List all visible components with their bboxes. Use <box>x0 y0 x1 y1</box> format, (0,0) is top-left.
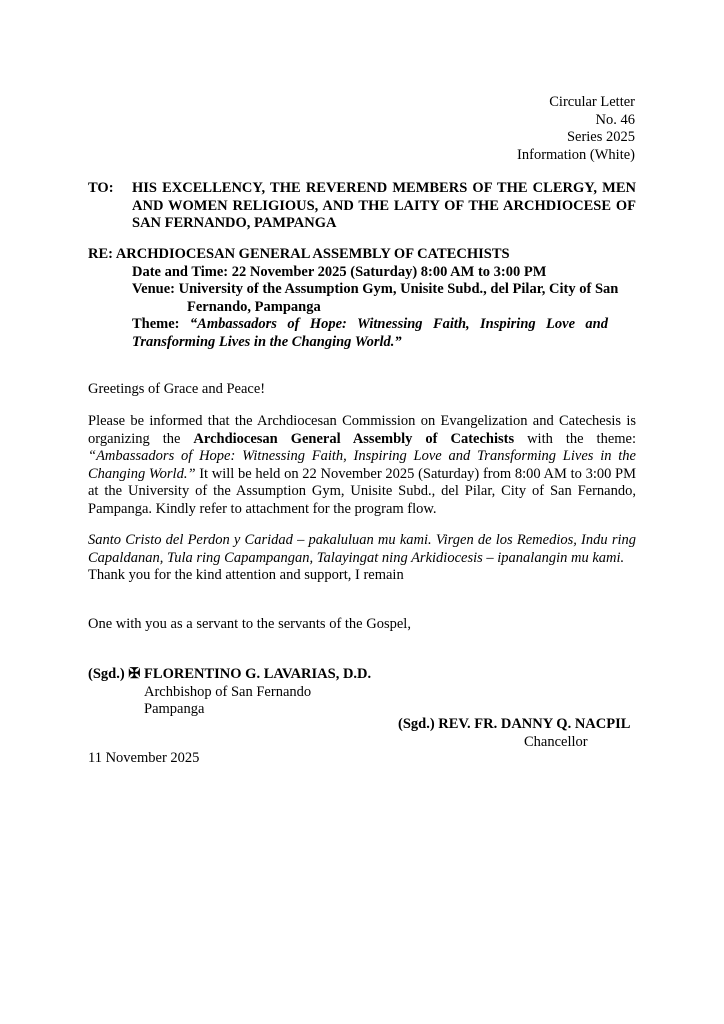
chancellor-title: Chancellor <box>524 733 588 750</box>
to-label: TO: <box>88 180 114 196</box>
archbishop-title: Archbishop of San Fernando <box>144 683 312 700</box>
event-theme <box>88 316 608 351</box>
header-circular-letter: Circular Letter <box>549 94 635 110</box>
closing-line: One with you as a servant to the servants of the Gospel, <box>88 616 411 632</box>
p1-text-a: Please be informed that the Archdiocesan Commission on Evangelization and Catechesis is organizing the <box>88 413 636 447</box>
p1-theme: “Ambassadors of Hope: Witnessing Faith, Inspiring Love and Transforming Lives in the Changing World.” <box>88 448 636 482</box>
archbishop-name: (Sgd.) ✠ FLORENTINO G. LAVARIAS, D.D. <box>88 666 372 682</box>
p1-text-b: with the theme: <box>514 430 636 447</box>
greeting: Greetings of Grace and Peace! <box>88 381 266 397</box>
body-paragraph-2 <box>88 532 636 585</box>
event-venue-line1: Venue: University of the Assumption Gym, Unisite Subd., del Pilar, City of San <box>132 281 619 297</box>
signatory-archbishop <box>88 666 371 719</box>
header-number: No. 46 <box>595 111 635 128</box>
p2-prayer: Santo Cristo del Perdon y Caridad – pakaluluan mu kami. Virgen de los Remedios, Indu ring Capaldanan, Tula ring Capampangan, Talayingat ning Arkidiocesis – ipanalangin mu kami. <box>88 532 636 566</box>
p1-event-name: Archdiocesan General Assembly of Catechists <box>193 430 515 447</box>
event-venue-line2: Fernando, Pampanga <box>187 298 321 315</box>
re-subject: ARCHDIOCESAN GENERAL ASSEMBLY OF CATECHISTS <box>115 246 510 262</box>
letter-date: 11 November 2025 <box>88 750 200 766</box>
p1-text-c: It will be held on 22 November 2025 (Saturday) from 8:00 AM to 3:00 PM at the University of the Assumption Gym, Unisite Subd., del Pilar, City of San Fernando, Pampanga. Kindly refer to attachment for the program flow. <box>88 465 636 517</box>
p2-thanks: Thank you for the kind attention and support, I remain <box>88 567 404 583</box>
letter-header <box>517 94 635 164</box>
signatory-chancellor <box>398 716 630 751</box>
re-block <box>88 246 636 351</box>
to-block <box>88 180 636 233</box>
body-paragraph-1 <box>88 413 636 518</box>
re-subject-line <box>88 246 636 264</box>
to-recipients: HIS EXCELLENCY, THE REVEREND MEMBERS OF THE CLERGY, MEN AND WOMEN RELIGIOUS, AND THE LAITY OF THE ARCHDIOCESE OF SAN FERNANDO, PAMPANGA <box>132 180 636 231</box>
header-series: Series 2025 <box>566 129 635 145</box>
chancellor-name: (Sgd.) REV. FR. DANNY Q. NACPIL <box>398 716 631 732</box>
event-date-time: Date and Time: 22 November 2025 (Saturday) 8:00 AM to 3:00 PM <box>132 263 547 280</box>
header-information: Information (White) <box>517 146 635 163</box>
re-label: RE: <box>88 246 113 262</box>
archbishop-place: Pampanga <box>144 701 205 717</box>
theme-text: “Ambassadors of Hope: Witnessing Faith, Inspiring Love and Transforming Lives in the Changing World.” <box>132 316 608 350</box>
theme-label: Theme: <box>132 316 180 332</box>
